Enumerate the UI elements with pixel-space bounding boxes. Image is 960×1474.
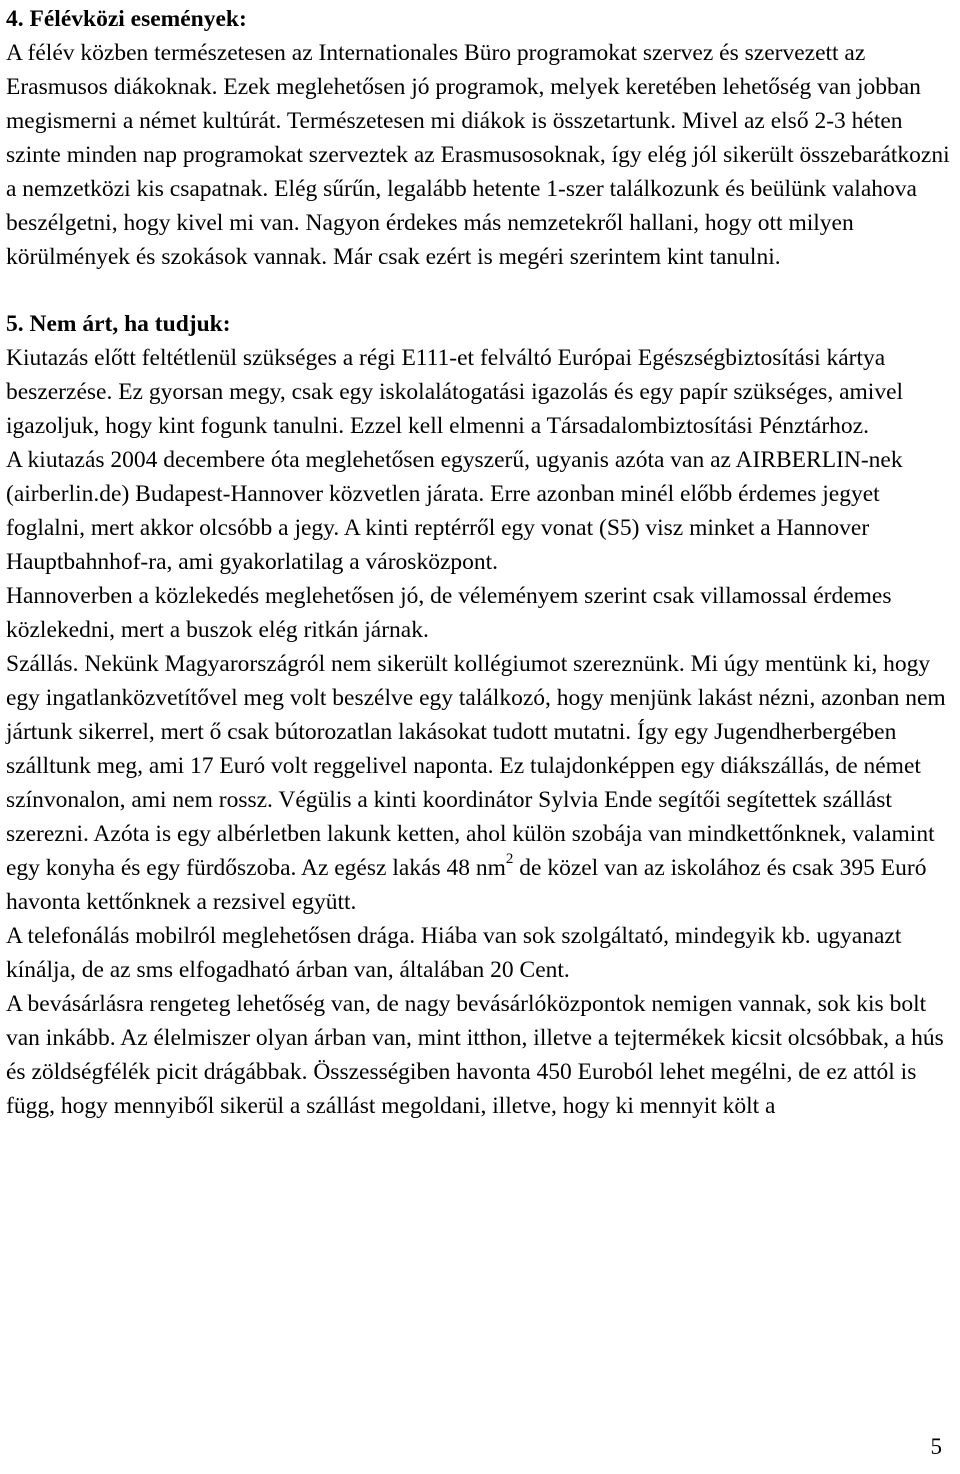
- paragraph-phone: A telefonálás mobilról meglehetősen drága. Hiába van sok szolgáltató, mindegyik kb. ugyanazt kínálja, de az sms elfogadható árban van, általában 20 Cent.: [6, 923, 902, 983]
- paragraph-transport: Hannoverben a közlekedés meglehetősen jó, de véleményem szerint csak villamossal érdemes közlekedni, mert a buszok elég ritkán járnak.: [6, 583, 892, 643]
- paragraph-health-card: Kiutazás előtt feltétlenül szükséges a régi E111-et felváltó Európai Egészségbiztosítási kártya beszerzése. Ez gyorsan megy, csak egy iskolalátogatási igazolás és egy papír szükséges, amivel igazoljuk, hogy kint fogunk tanulni. Ezzel kell elmenni a Társadalombiztosítási Pénztárhoz.: [6, 345, 904, 439]
- superscript-two: 2: [505, 851, 514, 868]
- section-spacer: [6, 274, 956, 307]
- section-4-body: A félév közben természetesen az Internationales Büro programokat szervez és szervezett az Erasmusos diákoknak. Ezek meglehetősen jó programok, melyek keretében lehetőség van jobban megismerni a német kultúrát. Természetesen mi diákok is összetartunk. Mivel az első 2-3 héten szinte minden nap programokat szerveztek az Erasmusosoknak, így elég jól sikerült összebarátkozni a nemzetközi kis csapatnak. Elég sűrűn, legalább hetente 1-szer találkozunk és beülünk valahova beszélgetni, hogy kivel mi van. Nagyon érdekes más nemzetekről hallani, hogy ott milyen körülmények és szokások vannak. Már csak ezért is megéri szerintem kint tanulni.: [6, 40, 950, 270]
- page-number: 5: [930, 1434, 942, 1459]
- paragraph-housing: [6, 647, 956, 919]
- document-page: [6, 2, 956, 1123]
- section-4-heading: [6, 2, 956, 36]
- section-5-heading: [6, 307, 956, 341]
- paragraph-shopping: A bevásárlásra rengeteg lehetőség van, de nagy bevásárlóközpontok nemigen vannak, sok kis bolt van inkább. Az élelmiszer olyan árban van, mint itthon, illetve a tejtermékek kicsit olcsóbbak, a hús és zöldségfélék picit drágábbak. Összességiben havonta 450 Euroból lehet megélni, de ez attól is függ, hogy mennyiből sikerül a szállást megoldani, illetve, hogy ki mennyit költ a: [6, 991, 944, 1119]
- section-4-title: Félévközi események:: [29, 6, 247, 32]
- section-5-number: 5.: [6, 311, 24, 337]
- section-4-number: 4.: [6, 6, 24, 32]
- paragraph-travel: A kiutazás 2004 decembere óta meglehetősen egyszerű, ugyanis azóta van az AIRBERLIN-nek (airberlin.de) Budapest-Hannover közvetlen járata. Erre azonban minél előbb érdemes jegyet foglalni, mert akkor olcsóbb a jegy. A kinti reptérről egy vonat (S5) visz minket a Hannover Hauptbahnhof-ra, ami gyakorlatilag a városközpont.: [6, 447, 903, 575]
- housing-text-main: Szállás. Nekünk Magyarországról nem sikerült kollégiumot szereznünk. Mi úgy mentünk ki, hogy egy ingatlanközvetítővel meg volt beszélve egy találkozó, hogy menjünk lakást nézni, azonban nem jártunk sikerrel, mert ő csak bútorozatlan lakásokat tudott mutatni. Így egy Jugendherbergében szálltunk meg, ami 17 Euró volt reggelivel naponta. Ez tulajdonképpen egy diákszállás, de német színvonalon, ami nem rossz. Végülis a kinti koordinátor Sylvia Ende segítői segítettek szállást szerezni. Azóta is egy albérletben lakunk ketten, ahol külön szobája van mindkettőnknek, valamint egy konyha és egy fürdőszoba. Az egész lakás 48 nm: [6, 651, 946, 881]
- housing-text-end: de közel van az iskolához és csak 395 Euró havonta kettőnknek a rezsivel együtt.: [6, 855, 927, 915]
- section-5-title: Nem árt, ha tudjuk:: [29, 311, 231, 337]
